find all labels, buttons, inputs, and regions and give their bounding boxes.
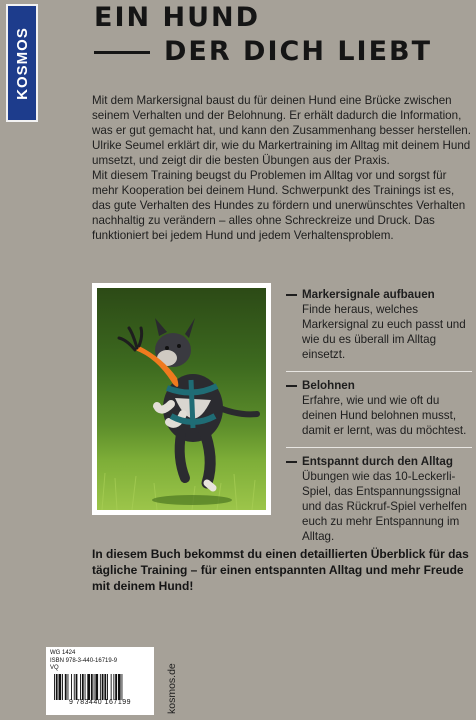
publisher-logo-text: KOSMOS <box>13 26 31 100</box>
title-line-2-row <box>94 36 432 68</box>
title-line-1: EIN HUND <box>94 2 261 33</box>
price-code: VQ <box>50 665 59 671</box>
publisher-website: kosmos.de <box>166 663 178 714</box>
feature-description: Übungen wie das 10-Leckerli-Spiel, das Entspannungssignal und das Rückruf-Spiel verhelfen euch zu mehr Entspannung im Alltag. <box>302 470 467 543</box>
feature-divider <box>286 371 472 372</box>
feature-heading: Markersignale aufbauen <box>302 288 435 301</box>
feature-entspannt <box>286 454 472 544</box>
dog-photo <box>92 283 271 515</box>
isbn-text: ISBN 978-3-440-16719-9 <box>50 657 118 664</box>
warengruppe: WG 1424 <box>50 650 76 656</box>
feature-belohnen <box>286 378 472 438</box>
feature-markersignale <box>286 287 472 362</box>
barcode-number: 9 783440 167199 <box>69 698 131 706</box>
barcode-label <box>46 647 154 715</box>
feature-list <box>286 287 472 553</box>
intro-paragraph-1: Mit dem Markersignal baust du für deinen Hund eine Brücke zwischen seinem Verhalten und der Belohnung. Er erhält dadurch die Information, was er gut gemacht hat, und kann den Zusammenhang besser herstellen. Ulrike Seumel erklärt dir, wie du Markertraining im Alltag mit deinem Hund umsetzt, und zeigt dir die besten Übungen aus der Praxis. <box>92 94 471 167</box>
title-line-2: DER DICH LIEBT <box>164 36 433 67</box>
barcode-icon <box>50 674 150 700</box>
dash-icon <box>286 461 297 463</box>
dash-icon <box>286 385 297 387</box>
intro-paragraph-2: Mit diesem Training beugst du Problemen im Alltag vor und sorgst für mehr Kooperation bei deinem Hund. Schwerpunkt des Trainings ist es, das gute Verhalten des Hundes zu fördern und unerwünschtes Verhalten nachhaltig zu verändern – alles ohne Schreckreize und Druck. Das funktioniert bei jedem Hund und jedem Verhaltensproblem. <box>92 169 466 242</box>
dash-icon <box>286 294 297 296</box>
feature-heading: Belohnen <box>302 379 355 392</box>
book-title <box>94 2 432 68</box>
dog-illustration <box>97 288 266 510</box>
feature-description: Erfahre, wie und wie oft du deinen Hund belohnen musst, damit er lernt, was du möchtest. <box>302 394 467 437</box>
feature-description: Finde heraus, welches Markersignal zu euch passt und wie du es überall im Alltag einsetzt. <box>302 303 466 361</box>
feature-heading: Entspannt durch den Alltag <box>302 455 453 468</box>
dog-photo-scene <box>97 288 266 510</box>
summary-callout: In diesem Buch bekommst du einen detaillierten Überblick für das tägliche Training – für einen entspannten Alltag und mehr Freude mit deinem Hund! <box>92 547 469 593</box>
publisher-logo <box>6 4 38 122</box>
feature-divider <box>286 447 472 448</box>
title-dash <box>94 51 150 54</box>
intro-text <box>92 93 472 243</box>
